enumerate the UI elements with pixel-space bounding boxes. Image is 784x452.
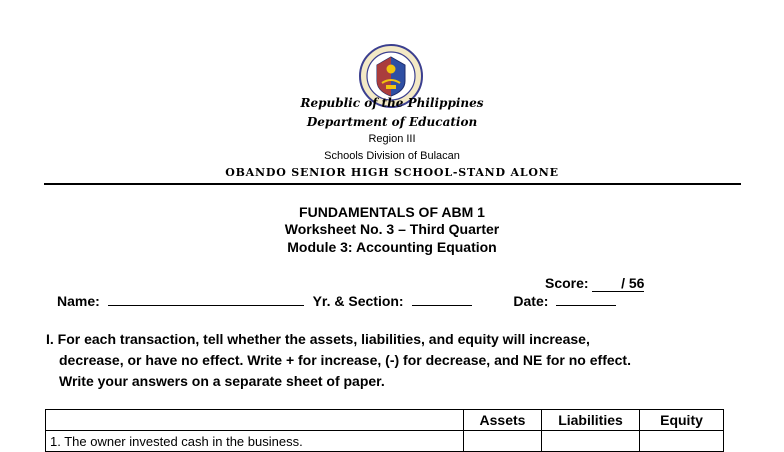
date-input[interactable]	[556, 291, 616, 306]
section-label: Yr. & Section:	[312, 293, 404, 309]
department-heading: Department of Education	[306, 115, 478, 129]
table-row	[46, 431, 724, 452]
section-input[interactable]	[412, 291, 472, 306]
student-info-line	[57, 291, 616, 309]
liabilities-cell[interactable]	[542, 431, 640, 452]
division-text: Schools Division of Bulacan	[324, 150, 460, 162]
instructions	[46, 329, 736, 392]
worksheet-title: Worksheet No. 3 – Third Quarter	[284, 221, 500, 237]
instruction-line-1: I. For each transaction, tell whether the assets, liabilities, and equity will increase,	[46, 331, 590, 347]
republic-heading: Republic of the Philippines	[300, 96, 484, 110]
transaction-cell: 1. The owner invested cash in the business.	[46, 431, 464, 452]
school-name: OBANDO SENIOR HIGH SCHOOL-STAND ALONE	[225, 166, 559, 179]
answer-table	[45, 409, 724, 452]
assets-cell[interactable]	[464, 431, 542, 452]
column-header-assets: Assets	[464, 410, 542, 431]
date-label: Date:	[513, 293, 549, 309]
score-field	[545, 275, 644, 292]
instruction-line-3: Write your answers on a separate sheet of paper.	[59, 373, 385, 389]
name-label: Name:	[57, 293, 100, 309]
name-input[interactable]	[108, 291, 304, 306]
equity-cell[interactable]	[640, 431, 724, 452]
score-label: Score:	[545, 275, 589, 291]
subject-title: FUNDAMENTALS OF ABM 1	[299, 204, 485, 220]
column-header-transaction	[46, 410, 464, 431]
score-value[interactable]: / 56	[592, 276, 644, 292]
table-header-row	[46, 410, 724, 431]
module-title: Module 3: Accounting Equation	[287, 239, 497, 255]
column-header-equity: Equity	[640, 410, 724, 431]
header-divider	[44, 183, 741, 185]
region-text: Region III	[368, 133, 416, 145]
column-header-liabilities: Liabilities	[542, 410, 640, 431]
instruction-line-2: decrease, or have no effect. Write + for increase, (-) for decrease, and NE for no effect.	[59, 352, 631, 368]
